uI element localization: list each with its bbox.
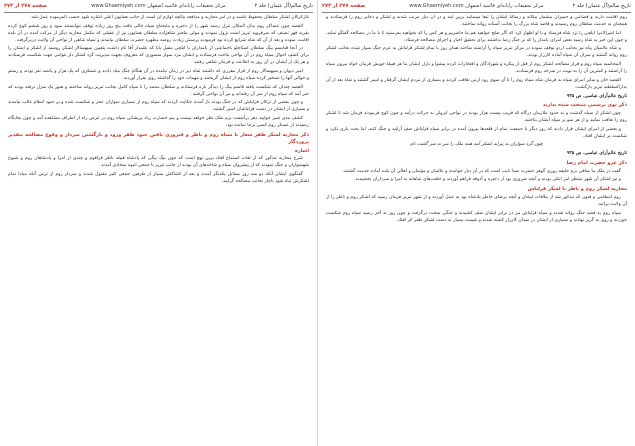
left-paragraph-6: و چون بعضی از ترکان قزلباش که در جنگ بودند باز آمدند حکایت کردند که سپاه روم از بسیاری سواران عجز و شکست شده و بر جنود اسلام غالب نیامدند و بسیاری از ایشان در دست قزلباشان اسیر گشتند. [8,100,309,113]
right-header-site: www.Ghaemiyeh.com [409,3,464,9]
left-header-page-number: صفحه ۲۷۸ از ۲۷۴ [4,3,48,9]
right-reference-2: تاریخ عالم‌آرای عباسی، ص ۹۳۵ [566,151,627,157]
left-section-heading: ذکر محاربه لشکر ظفر شعار با سپاه روم و ناظر و فیروزی یافتن جنود ظفر ورود و بازگشتن سردار و وقوع مصالحه بتقدیر پروردگار [8,131,309,145]
right-paragraph-10: روم انتظامی و فنون که مذکور شد از ملاقات ایشان و آنچه برضای خاطر پادشاه بود به عمل آوردند و از شهر تبریز فرمان رسید که لشکر روم و ناظر را از آن ولایت برانند. [326,194,627,207]
left-paragraph-2: القصه چون عساکر روم بدان المکان تنزل رسید شهر را از ذخیره و مایحتاج سپاه خالی یافت پنج روز زیاده توقف نتوانستند نمود و روز ششم کوچ کرده بقریه قهر نصنف که سرفروید تبریز است نزول نمودند و مولی ملحتر شاهزاده سلطان همایون نیز از عقیلی که مکمل محاربه دیگر از مرکب آمده در آن بلده اقامت نموده و بعد از آن که شاه شرایع کرده بود فرمودند پرسش زیادت روضه مطهره حضرت سلطان بیامدند و سپاه شاهی از نواحی آن ولایت دربرگرفت. [8,23,309,43]
left-header-rule [4,12,313,13]
right-header-page-number: صفحه ۲۷۷ از ۲۷۴ [322,3,366,9]
right-paragraph-6: چون لشکر از سپاه گذشت و به حدود ملازمان درگاه که قریب بیست هزار بودند در نواحی ایروان به حرکت درآمد و چون کوچ فرمودند فرمان شد تا لشکر روم را تعاقب نمایند و از هر سو بر سپاه ایشان بتاختند. [326,111,627,123]
right-header-center-book: مرکز تحقیقات رایانه‌ای قائمیه اصفهان [465,3,544,9]
left-subheading: اشاره [294,147,309,154]
left-page-body [8,15,309,444]
right-subheading-1: ذکر توی ترسمی منتخب شده ندارند [542,102,627,109]
left-paragraph-7: کشف بندی شیر خوابید دهر برآشفت بزم ملک نظر خواهد نیست و بیم خسارت زیاد پریشانی سپاه روم در عرض راه از اطراف مشاهده آمد و چون بجایگاه رسیدند از عسکر روم کسی برجا نمانده بود. [8,116,309,129]
left-header-book-title: تاریخ سالم(آل عثمان) جلد ۲ [254,3,313,9]
left-paragraph-3: در آنجا قنابسم بیگ سلطان استاجلو باجماعتی از نامداران با ایلچی مقبل بابا که علمدار آقا نام داشت بتعیین سپهسالار لشکر روسیه از لشکر و ایشان را برای کشف احوال سپاه روم در آن نواحی بتاخت فرستادند و ایشان بنزد سوار منصوری که معروف بجهت مدیریت گرد لشکر دار غوامی جهت شکست فرستادند و هر یک از ایشان در آن روز به اطاعت و فرمان شاهی رفتند. [8,46,309,66]
right-header-rule [322,12,631,13]
right-paragraph-7: و بعضی از امرای ایشان قرار دادند که روز دیگر با جمعیت تمام از قلعه‌ها بیرون آمده در برابر سپاه قزلباش صف آرایند و جنگ کنند، اما بخت یاری نکرد و شکست بر ایشان افتاد. [326,126,627,139]
right-paragraph-8: گفت در ملک ما ساقی بزم خلیفه روزی گوهر حضرت صدا نایب است که در آن دیار خواندند و عالمان و مؤمنان و اهالی آن بلده آماده خدمت گشتند. [342,168,621,174]
left-header-site: www.Ghaemiyeh.com [91,3,146,9]
left-page-header [4,1,313,11]
right-header-book-title: تاریخ سالم(آل عثمان) جلد ۲ [572,3,631,9]
right-page-body [326,15,627,444]
left-header-center-book: مرکز تحقیقات رایانه‌ای قائمیه اصفهان [147,3,226,9]
left-paragraph-1: غازکرگان لشکر سلطان محفوظ باشند و در امر محاربه و مدافعه بنائچه لوازم آن است از جانب همایون اعلی اشاره شود حسب المرموده عمل شد. [30,15,309,20]
right-paragraph-9: و نیز لشکر آن شهر منتظر امر اعلی بودند و آنچه ضروری بود از ذخیره و آذوقه فراهم آوردند و خلعت‌های شاهانه به امرا و سرداران بخشیدند. [354,177,621,183]
right-header-center [322,1,631,11]
right-page-header [322,1,631,11]
right-reference-1: تاریخ عالم‌آرای عباسی، ص ۹۳۵ [566,93,627,99]
right-page [318,0,635,446]
right-paragraph-5: القصه خان و سایر امرای سپاه به فرمان شاه سپاه روم را تا آن سوی رود ارس تعاقب کردند و بسیاری از مردم ایشان گرفتار و اسیر گشتند و شاه بعد از آن بدارالسلطنه تبریز بازگشت. [326,77,627,90]
right-paragraph-11: سپاه روم به قصد جنگ روانه شدند و سپاه قزلباش نیز در برابر ایشان صف کشیدند و جنگی سخت درگرفت و چون روز به آخر رسید سپاه روم شکست خوردند و روی به گریز نهادند و بسیاری از ایشان در میدان کارزار کشته شدند و غنیمت بسیار به دست لشکر ظفر اثر افتاد. [326,210,627,223]
left-header-center [4,1,313,11]
left-closing-paragraph-1: شرح محاربه مذکور که از ثقات استماع افتاد برین نهج است که چون بیگ بیگی که پادشاه قبیله ناظر فراقوم و چندی از امرا و پادشاهان روم و شیوخ شهسواران و جنگ نمودند که از پیشروان سپاه و شاخه‌های آن بودند از جانب تبریز با جمعی انبوه بمحاذی آمدند. [8,156,309,169]
right-paragraph-2: اما امیرالامرا ایلچی را نزد شاه فرستاد و با او اظهار کرد که اگر صلح خواهید هم ما حاضریم و هر کس را که بخواهید بفرستید تا با ما در مصالحه گفتگو نماید، و چون این خبر به شاه رسید بعض امرای نامدار را که بر جنگ رضا نداشتند برای تحقیق اخبار و اجرای مصالحه فرستاد. [326,30,627,43]
right-poem-verse: چون گرد سواران به پیرایه لشکر آمد همه ملک را سر به سر گشت نام [410,142,543,148]
right-paragraph-1: روم اقامت دارند و قضاعی و خمیران بیشمار بیگانه و رسالۀ ایشان را تبعاً مینمایند برین آمد و در آن دیار مرتب شدند و لشکر و ذخایر روم را فرستادند و همچنان به خدمت سلطان روم رسیدند و قاصد شاه بزرگ را بجانب آستانه روانه ساختند. [326,15,627,27]
left-closing-paragraph-2: گفتگوی ایشان آنکه دو سه روز بمقابل یکدیگر آمدند و بعد از کشاکش بسیار از طرفین جمعی کثیر مقتول شدند و سردار روم از ترس آنکه مبادا تمام لشکرش تباه شود ناچار بجانب مصالحه گرایید. [8,172,309,184]
left-page [0,0,317,446]
right-paragraph-3: و شاه عالمیان پناه نیز بجانب اردو توقف نموده در مرکز تبریز سپاه را آراسته ساخته همان روز با تمام لشکر قزلباش به عزم جنگ سوار شده بجانب لشکر روم روانه گشتند و سران آن سپاه آماده کارزار بودند. [326,46,627,59]
right-section-heading: محاربه لشکر روم و ناظر با لشکر قزلباش [527,186,627,193]
right-subheading-2: ذکر غزو حضرت امام رضا [566,159,627,166]
left-paragraph-4: امیر دیوان و سپهسالار روم از قرار مقرری که داشتند شاه دیر در زمان نیامده در آن هنگام جنگ بنیاد دادند و عسکری که یک هزار و پانصد نفر بودند و رستم و حوالی آنها را تسخیر کرده سپاه روم از ایشان گریختند و مهمات خود را گذاشته روی بفرار آوردند. [8,69,309,82]
left-paragraph-5: القصه چندان که شکست یافته قاسم بیگ را دیدگر باره فرستادند و سلطان محمد را با سپاه کامل بجانب تبریز روانه ساختند و هنوز یک منزل نرفته بودند که خبر آمد که سپاه روم از سر آن رفته‌اند و نیز آن نواحی گرفتند. [8,84,309,97]
right-paragraph-4: المحاسبه سپاه روم و قرار مصالحه لشکر روم از قبل از پیکره و شهزادگان و افتخارات کرده پیشوا و نازل ایشان بنا هر قبیلۀ خویش فرمان خواه بیرون سپاه را آراستند و کمترین آن را به نوبت در سرحد روم فرستادند. [326,62,627,75]
